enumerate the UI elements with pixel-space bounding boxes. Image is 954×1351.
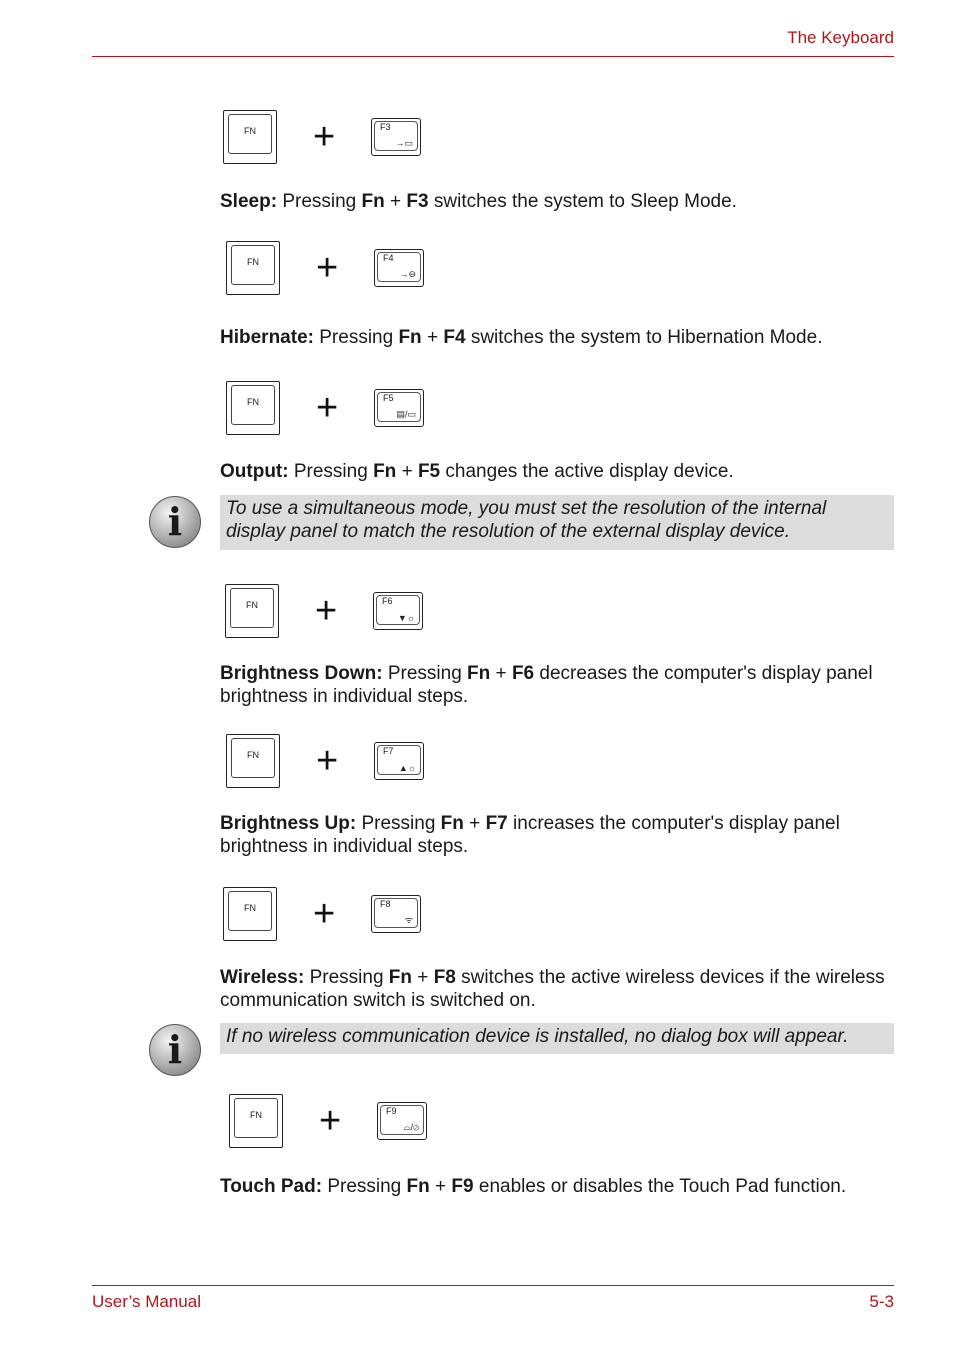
fn-key: FN (229, 1094, 283, 1148)
header-title: The Keyboard (787, 28, 894, 47)
brightness-up-description: Brightness Up: Pressing Fn + F7 increases the computer's display panel brightness in individual steps. (220, 813, 840, 857)
f8-key: F8 ᯤ (371, 895, 421, 933)
brightness-up-icon: ▲☼ (398, 763, 416, 773)
page-number: 5-3 (869, 1292, 894, 1311)
plus-sign: + (316, 740, 339, 782)
touchpad-icon: ⌓/⊘ (403, 1122, 419, 1132)
wireless-description: Wireless: Pressing Fn + F8 switches the active wireless devices if the wireless communication switch is switched on. (220, 967, 885, 1011)
fn-key: FN (223, 887, 277, 941)
plus-sign: + (319, 1100, 342, 1142)
header-rule (92, 56, 894, 57)
f7-key: F7 ▲☼ (374, 742, 424, 780)
fn-key: FN (223, 110, 277, 164)
f4-key: F4 →⊖ (374, 249, 424, 287)
fn-key: FN (226, 734, 280, 788)
footer-rule (92, 1285, 894, 1286)
display-switch-icon: ▤/▭ (396, 409, 416, 419)
hibernate-description: Hibernate: Pressing Fn + F4 switches the system to Hibernation Mode. (220, 327, 823, 348)
plus-sign: + (313, 116, 336, 158)
plus-sign: + (316, 247, 339, 289)
plus-sign: + (315, 590, 338, 632)
fn-key: FN (226, 381, 280, 435)
info-icon: i (149, 1024, 201, 1076)
sleep-icon: →▭ (395, 138, 413, 148)
touchpad-description: Touch Pad: Pressing Fn + F9 enables or disables the Touch Pad function. (220, 1176, 847, 1197)
info-icon: i (149, 496, 201, 548)
hibernate-icon: →⊖ (399, 269, 416, 279)
f6-key: F6 ▼☼ (373, 592, 423, 630)
wireless-note: If no wireless communication device is installed, no dialog box will appear. (220, 1023, 894, 1054)
brightness-down-icon: ▼☼ (397, 613, 415, 623)
fn-key: FN (225, 584, 279, 638)
plus-sign: + (313, 893, 336, 935)
output-note: To use a simultaneous mode, you must set the resolution of the internal display panel to match the resolution of the external display device. (220, 495, 894, 550)
brightness-down-description: Brightness Down: Pressing Fn + F6 decreases the computer's display panel brightness in individual steps. (220, 663, 873, 707)
f3-key: F3 →▭ (371, 118, 421, 156)
sleep-description: Sleep: Pressing Fn + F3 switches the system to Sleep Mode. (220, 191, 737, 212)
fn-key: FN (226, 241, 280, 295)
output-description: Output: Pressing Fn + F5 changes the active display device. (220, 461, 734, 482)
wireless-icon: ᯤ (404, 915, 413, 925)
f9-key: F9 ⌓/⊘ (377, 1102, 427, 1140)
footer-manual-title: User’s Manual (92, 1292, 201, 1311)
f5-key: F5 ▤/▭ (374, 389, 424, 427)
plus-sign: + (316, 387, 339, 429)
